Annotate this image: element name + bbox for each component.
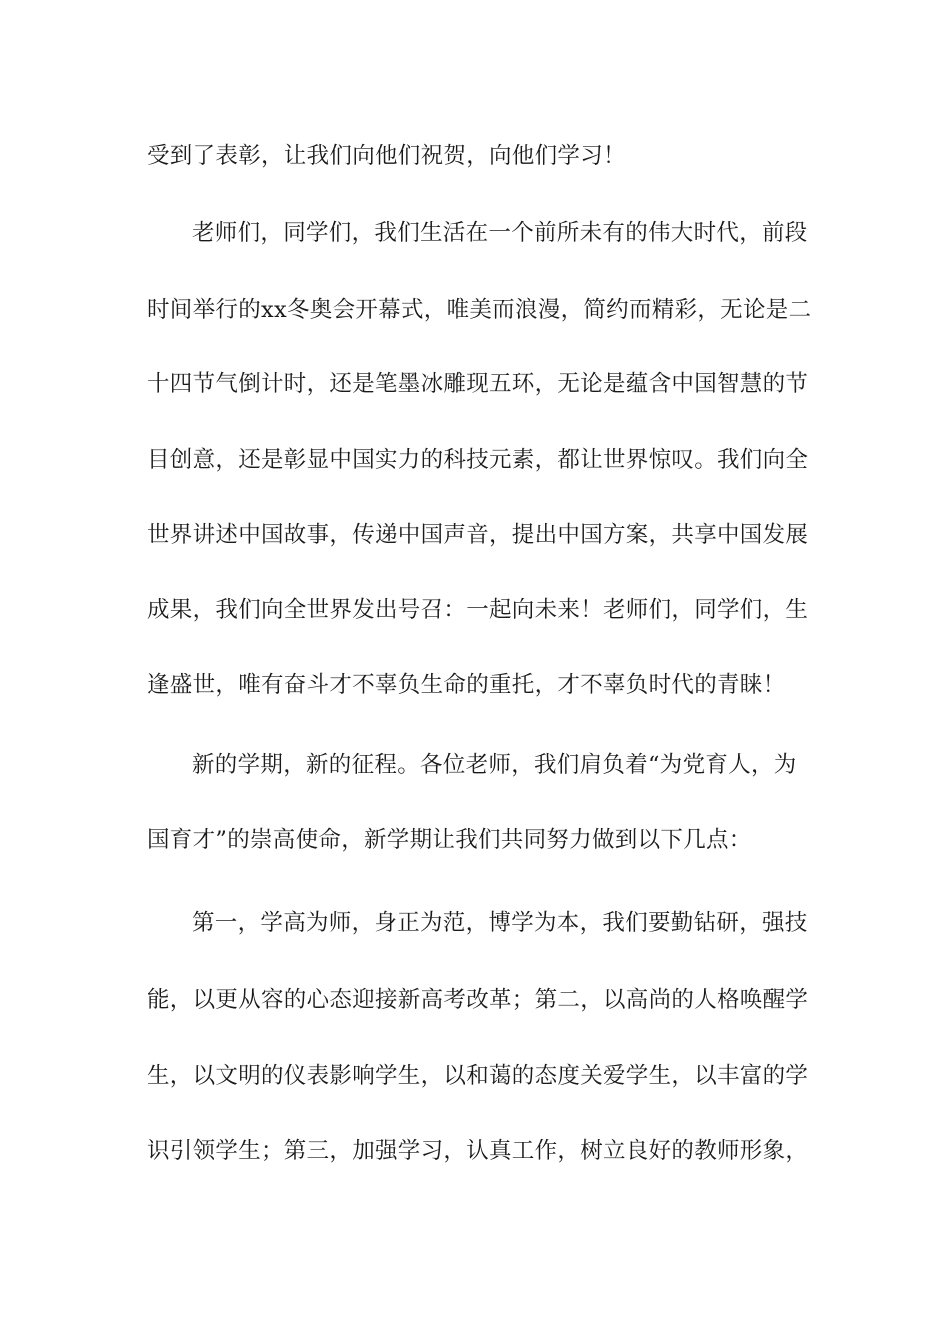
text-line: 世界讲述中国故事，传递中国声音，提出中国方案，共享中国发展 [147, 522, 809, 548]
text-line: 成果，我们向全世界发出号召：一起向未来！老师们，同学们，生 [147, 597, 809, 623]
text-line: 生，以文明的仪表影响学生，以和蔼的态度关爱学生，以丰富的学 [147, 1063, 809, 1089]
text-line: 识引领学生；第三，加强学习，认真工作，树立良好的教师形象， [147, 1138, 809, 1164]
text-line: 时间举行的xx冬奥会开幕式，唯美而浪漫，简约而精彩，无论是二 [147, 297, 812, 323]
text-line: 目创意，还是彰显中国实力的科技元素，都让世界惊叹。我们向全 [147, 447, 809, 473]
text-line: 能，以更从容的心态迎接新高考改革；第二，以高尚的人格唤醒学 [147, 987, 809, 1013]
text-line: 逢盛世，唯有奋斗才不辜负生命的重托，才不辜负时代的青睐！ [147, 672, 786, 698]
text-line: 受到了表彰，让我们向他们祝贺，向他们学习！ [147, 143, 626, 169]
paragraph-first-line: 第一，学高为师，身正为范，博学为本，我们要勤钻研，强技 [192, 910, 808, 936]
paragraph-first-line: 新的学期，新的征程。各位老师，我们肩负着“为党育人，为 [192, 752, 797, 778]
paragraph-first-line: 老师们，同学们，我们生活在一个前所未有的伟大时代，前段 [192, 220, 808, 246]
text-line: 十四节气倒计时，还是笔墨冰雕现五环，无论是蕴含中国智慧的节 [147, 371, 809, 397]
text-line: 国育才”的崇高使命，新学期让我们共同努力做到以下几点： [147, 827, 752, 853]
